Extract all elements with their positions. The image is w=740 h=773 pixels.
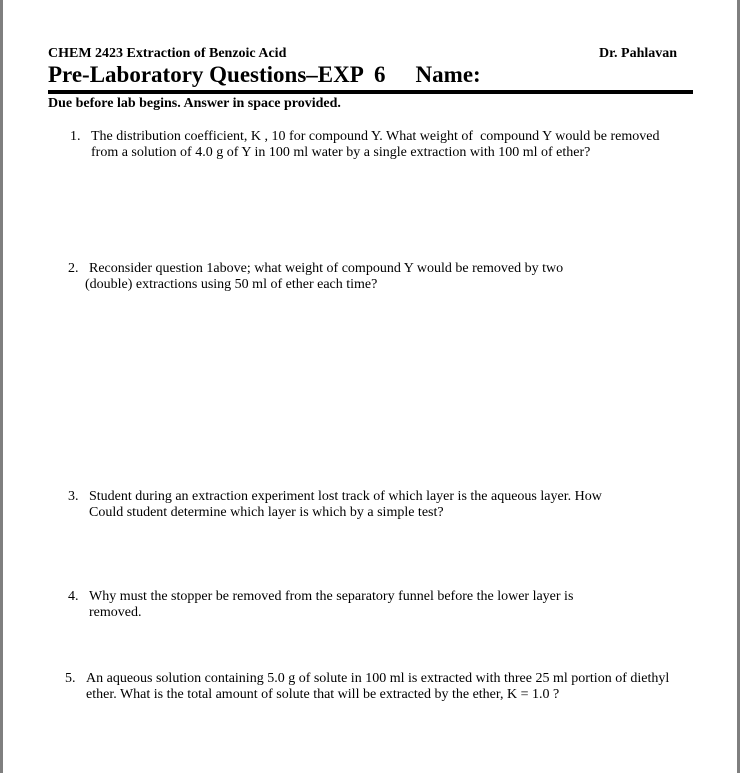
question-number: 1.: [70, 129, 81, 144]
question-line: An aqueous solution containing 5.0 g of solute in 100 ml is extracted with three 25 ml portion of diethyl: [86, 671, 670, 686]
document-page: [3, 0, 737, 773]
question-text: [86, 671, 686, 703]
question-number: 3.: [68, 489, 79, 504]
name-label: Name:: [415, 62, 481, 87]
due-note: Due before lab begins. Answer in space provided.: [48, 96, 341, 111]
question-line: (double) extractions using 50 ml of ether each time?: [85, 277, 378, 292]
page-title: [48, 62, 481, 88]
question-text: [89, 489, 689, 521]
worksheet-title: Pre-Laboratory Questions–EXP 6: [48, 62, 386, 87]
instructor-name: Dr. Pahlavan: [599, 46, 678, 61]
question-line: Why must the stopper be removed from the separatory funnel before the lower layer is: [89, 589, 574, 604]
question-number: 2.: [68, 261, 79, 276]
question-number: 4.: [68, 589, 79, 604]
question-line: Reconsider question 1above; what weight of compound Y would be removed by two: [89, 261, 564, 276]
question-line: from a solution of 4.0 g of Y in 100 ml water by a single extraction with 100 ml of ether?: [91, 145, 591, 160]
question-line: Student during an extraction experiment lost track of which layer is the aqueous layer. How: [89, 489, 602, 504]
question-number: 5.: [65, 671, 76, 686]
question-line: removed.: [89, 605, 142, 620]
question-text: [89, 589, 689, 621]
title-divider: [48, 90, 693, 94]
question-text: [85, 261, 689, 293]
question-line: ether. What is the total amount of solute that will be extracted by the ether, K = 1.0 ?: [86, 687, 560, 702]
question-text: [91, 129, 691, 161]
course-title: CHEM 2423 Extraction of Benzoic Acid: [48, 46, 287, 61]
question-line: Could student determine which layer is which by a simple test?: [89, 505, 444, 520]
question-line: The distribution coefficient, K , 10 for compound Y. What weight of compound Y would be removed: [91, 129, 660, 144]
